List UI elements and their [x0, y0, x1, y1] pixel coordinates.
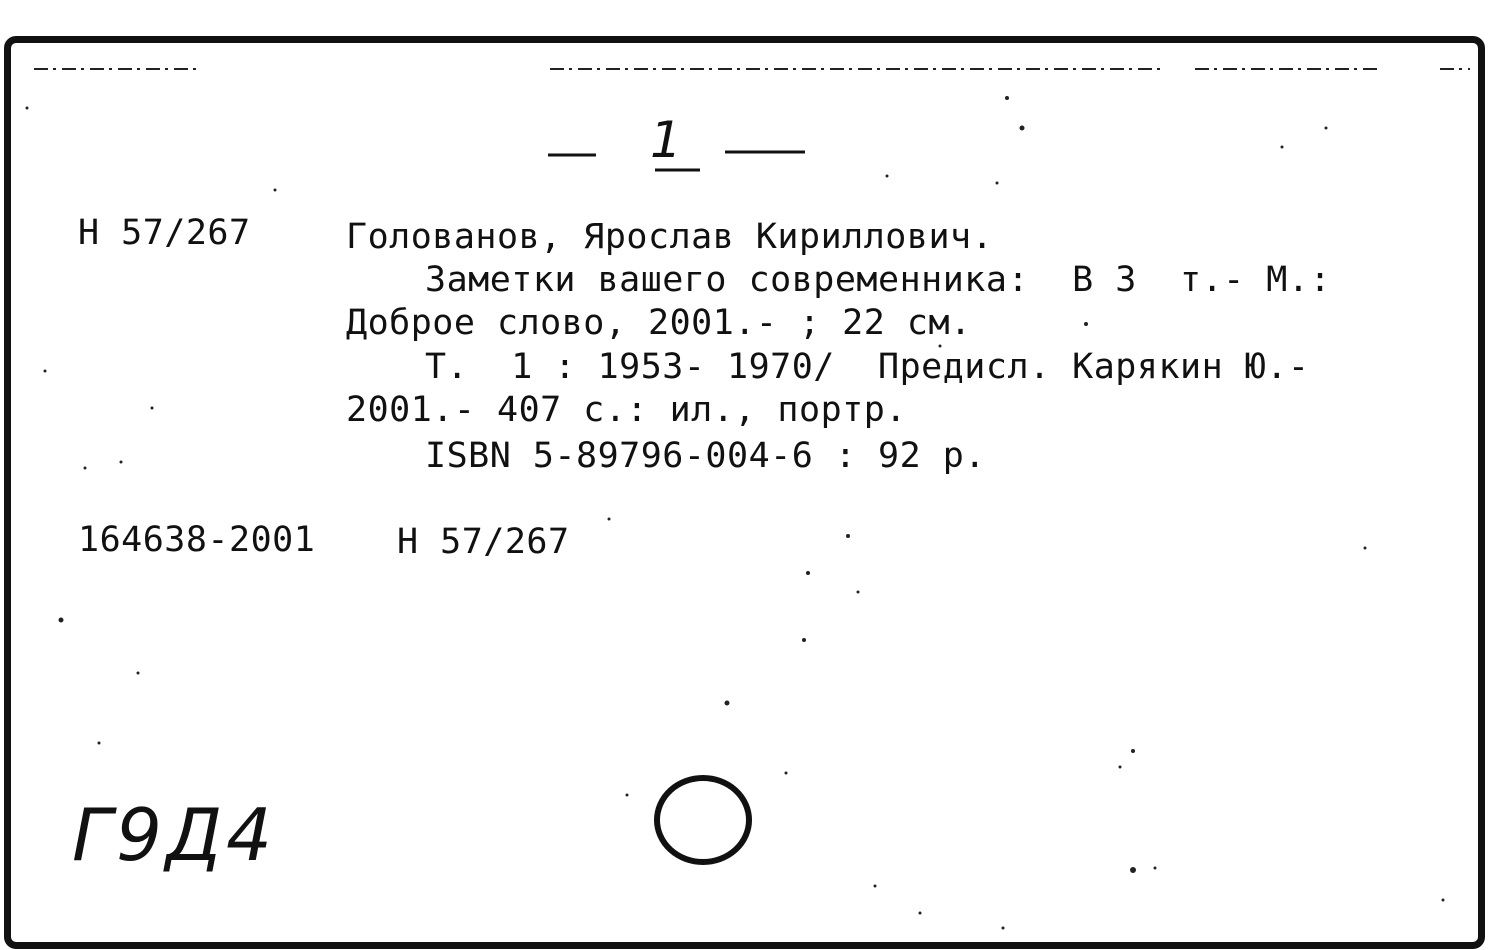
punch-hole-icon: [645, 768, 760, 873]
author-heading: Голованов, Ярослав Кириллович.: [346, 217, 994, 257]
shelf-mark: Н 57/267: [78, 213, 251, 253]
volume-line-1: Т. 1 : 1953- 1970/ Предисл. Карякин Ю.-: [425, 347, 1310, 387]
isbn-line: ISBN 5-89796-004-6 : 92 р.: [425, 436, 986, 476]
title-line-2: Доброе слово, 2001.- ; 22 см.: [346, 303, 972, 343]
title-line-1: Заметки вашего современника: В 3 т.- М.:: [425, 260, 1332, 300]
page-number: 1: [650, 111, 682, 169]
inventory-number: 164638-2001: [78, 520, 316, 560]
volume-line-2: 2001.- 407 с.: ил., портр.: [346, 390, 907, 430]
handwritten-code: Г9Д4: [72, 793, 276, 877]
inventory-shelf-mark: Н 57/267: [397, 522, 570, 562]
